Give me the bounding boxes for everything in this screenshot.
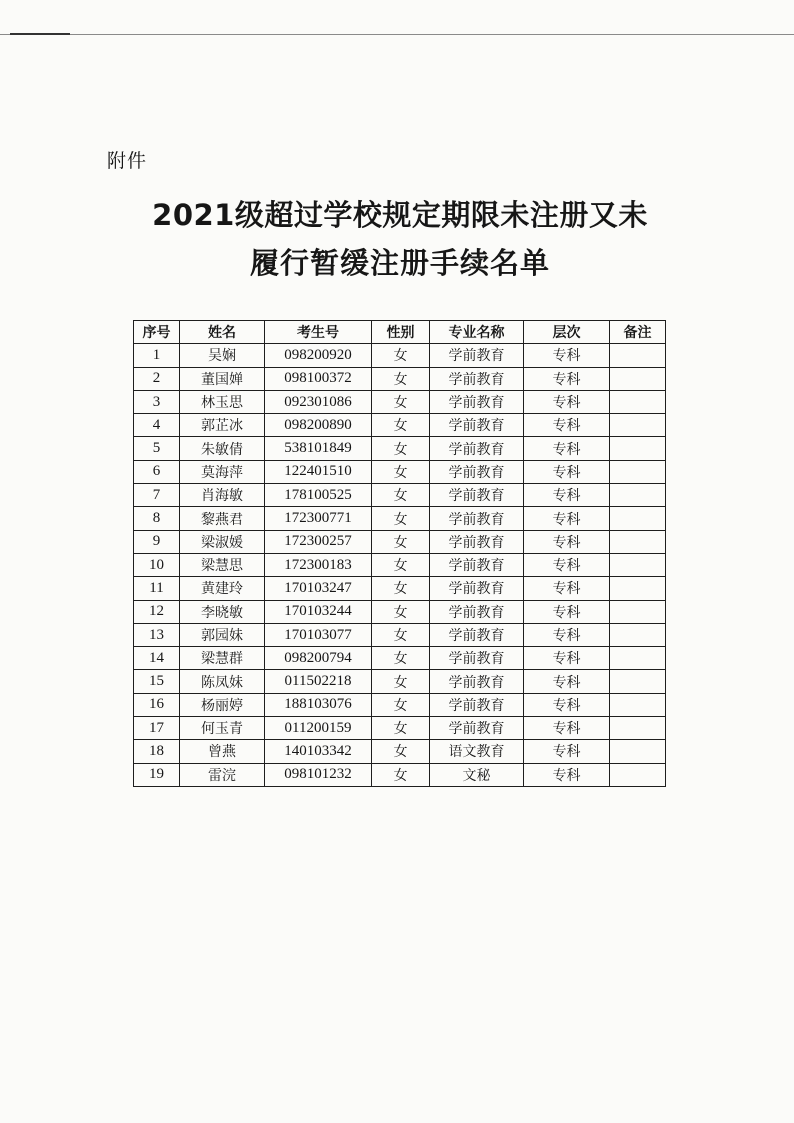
cell-remarks	[610, 507, 666, 530]
cell-level: 专科	[524, 647, 610, 670]
cell-major: 学前教育	[430, 437, 524, 460]
table-row	[134, 647, 666, 670]
cell-remarks	[610, 414, 666, 437]
header-name: 姓名	[180, 321, 265, 344]
cell-remarks	[610, 600, 666, 623]
cell-gender: 女	[372, 507, 430, 530]
cell-major: 学前教育	[430, 530, 524, 553]
cell-level: 专科	[524, 577, 610, 600]
cell-name: 朱敏倩	[180, 437, 265, 460]
table-body	[134, 344, 666, 787]
cell-level: 专科	[524, 693, 610, 716]
cell-major: 学前教育	[430, 647, 524, 670]
cell-index: 17	[134, 717, 180, 740]
cell-remarks	[610, 344, 666, 367]
cell-index: 5	[134, 437, 180, 460]
cell-level: 专科	[524, 530, 610, 553]
cell-name: 梁慧思	[180, 553, 265, 576]
cell-remarks	[610, 623, 666, 646]
cell-index: 7	[134, 484, 180, 507]
table-row	[134, 460, 666, 483]
cell-level: 专科	[524, 414, 610, 437]
cell-gender: 女	[372, 414, 430, 437]
cell-exam-number: 098200794	[265, 647, 372, 670]
cell-gender: 女	[372, 553, 430, 576]
cell-major: 学前教育	[430, 344, 524, 367]
cell-exam-number: 170103244	[265, 600, 372, 623]
cell-exam-number: 178100525	[265, 484, 372, 507]
attachment-label: 附件	[107, 150, 148, 172]
cell-gender: 女	[372, 344, 430, 367]
table-row	[134, 600, 666, 623]
cell-exam-number: 538101849	[265, 437, 372, 460]
cell-name: 肖海敏	[180, 484, 265, 507]
cell-gender: 女	[372, 437, 430, 460]
cell-exam-number: 172300183	[265, 553, 372, 576]
cell-major: 学前教育	[430, 577, 524, 600]
header-exam-number: 考生号	[265, 321, 372, 344]
cell-level: 专科	[524, 437, 610, 460]
cell-name: 林玉思	[180, 390, 265, 413]
cell-exam-number: 092301086	[265, 390, 372, 413]
cell-major: 文秘	[430, 763, 524, 786]
cell-major: 语文教育	[430, 740, 524, 763]
cell-gender: 女	[372, 600, 430, 623]
cell-major: 学前教育	[430, 670, 524, 693]
cell-remarks	[610, 670, 666, 693]
cell-remarks	[610, 763, 666, 786]
table-row	[134, 623, 666, 646]
cell-name: 黄建玲	[180, 577, 265, 600]
cell-index: 2	[134, 367, 180, 390]
cell-level: 专科	[524, 390, 610, 413]
cell-name: 梁淑媛	[180, 530, 265, 553]
table-header-row	[134, 321, 666, 344]
cell-exam-number: 098200890	[265, 414, 372, 437]
cell-exam-number: 170103077	[265, 623, 372, 646]
cell-gender: 女	[372, 623, 430, 646]
cell-gender: 女	[372, 717, 430, 740]
cell-gender: 女	[372, 740, 430, 763]
cell-exam-number: 098200920	[265, 344, 372, 367]
cell-major: 学前教育	[430, 600, 524, 623]
cell-index: 9	[134, 530, 180, 553]
table-row	[134, 344, 666, 367]
cell-exam-number: 140103342	[265, 740, 372, 763]
cell-exam-number: 188103076	[265, 693, 372, 716]
table-row	[134, 553, 666, 576]
table-row	[134, 693, 666, 716]
cell-index: 13	[134, 623, 180, 646]
cell-remarks	[610, 717, 666, 740]
header-remarks: 备注	[610, 321, 666, 344]
cell-major: 学前教育	[430, 693, 524, 716]
cell-index: 15	[134, 670, 180, 693]
cell-exam-number: 098100372	[265, 367, 372, 390]
cell-remarks	[610, 367, 666, 390]
table-row	[134, 530, 666, 553]
cell-index: 3	[134, 390, 180, 413]
cell-name: 董国婵	[180, 367, 265, 390]
cell-index: 19	[134, 763, 180, 786]
cell-major: 学前教育	[430, 460, 524, 483]
cell-exam-number: 172300257	[265, 530, 372, 553]
table-row	[134, 414, 666, 437]
cell-level: 专科	[524, 553, 610, 576]
cell-gender: 女	[372, 484, 430, 507]
cell-index: 6	[134, 460, 180, 483]
cell-gender: 女	[372, 390, 430, 413]
table-row	[134, 367, 666, 390]
cell-index: 1	[134, 344, 180, 367]
cell-remarks	[610, 647, 666, 670]
cell-remarks	[610, 530, 666, 553]
cell-name: 黎燕君	[180, 507, 265, 530]
table-row	[134, 740, 666, 763]
cell-name: 雷浣	[180, 763, 265, 786]
cell-gender: 女	[372, 460, 430, 483]
cell-level: 专科	[524, 670, 610, 693]
cell-index: 11	[134, 577, 180, 600]
scan-top-border	[0, 34, 794, 35]
header-level: 层次	[524, 321, 610, 344]
cell-name: 陈凤妹	[180, 670, 265, 693]
cell-major: 学前教育	[430, 390, 524, 413]
table-row	[134, 437, 666, 460]
cell-major: 学前教育	[430, 717, 524, 740]
cell-index: 16	[134, 693, 180, 716]
cell-name: 杨丽婷	[180, 693, 265, 716]
cell-index: 14	[134, 647, 180, 670]
cell-level: 专科	[524, 717, 610, 740]
table-row	[134, 390, 666, 413]
cell-level: 专科	[524, 344, 610, 367]
cell-remarks	[610, 437, 666, 460]
cell-gender: 女	[372, 367, 430, 390]
cell-remarks	[610, 740, 666, 763]
table-row	[134, 670, 666, 693]
document-title-line-2: 履行暂缓注册手续名单	[249, 246, 550, 280]
document-title-line-1: 2021级超过学校规定期限未注册又未	[152, 198, 648, 232]
cell-exam-number: 170103247	[265, 577, 372, 600]
cell-level: 专科	[524, 460, 610, 483]
cell-major: 学前教育	[430, 367, 524, 390]
cell-name: 李晓敏	[180, 600, 265, 623]
cell-gender: 女	[372, 693, 430, 716]
cell-index: 8	[134, 507, 180, 530]
cell-exam-number: 122401510	[265, 460, 372, 483]
cell-exam-number: 011200159	[265, 717, 372, 740]
cell-remarks	[610, 460, 666, 483]
cell-major: 学前教育	[430, 507, 524, 530]
table-row	[134, 717, 666, 740]
table-row	[134, 484, 666, 507]
cell-name: 吴娴	[180, 344, 265, 367]
cell-level: 专科	[524, 507, 610, 530]
cell-level: 专科	[524, 484, 610, 507]
cell-level: 专科	[524, 600, 610, 623]
cell-name: 莫海萍	[180, 460, 265, 483]
cell-exam-number: 098101232	[265, 763, 372, 786]
cell-index: 4	[134, 414, 180, 437]
cell-gender: 女	[372, 763, 430, 786]
header-index: 序号	[134, 321, 180, 344]
cell-index: 18	[134, 740, 180, 763]
cell-name: 郭园妹	[180, 623, 265, 646]
cell-gender: 女	[372, 577, 430, 600]
cell-major: 学前教育	[430, 553, 524, 576]
cell-gender: 女	[372, 647, 430, 670]
cell-level: 专科	[524, 367, 610, 390]
cell-remarks	[610, 693, 666, 716]
cell-exam-number: 011502218	[265, 670, 372, 693]
cell-exam-number: 172300771	[265, 507, 372, 530]
cell-name: 曾燕	[180, 740, 265, 763]
cell-gender: 女	[372, 670, 430, 693]
cell-remarks	[610, 577, 666, 600]
cell-level: 专科	[524, 740, 610, 763]
cell-level: 专科	[524, 763, 610, 786]
scan-top-mark	[10, 33, 70, 35]
cell-remarks	[610, 484, 666, 507]
cell-remarks	[610, 390, 666, 413]
cell-gender: 女	[372, 530, 430, 553]
header-gender: 性别	[372, 321, 430, 344]
cell-name: 郭芷冰	[180, 414, 265, 437]
table-row	[134, 507, 666, 530]
cell-major: 学前教育	[430, 414, 524, 437]
cell-level: 专科	[524, 623, 610, 646]
cell-remarks	[610, 553, 666, 576]
student-roster-table	[133, 320, 666, 787]
table-row	[134, 577, 666, 600]
cell-name: 何玉青	[180, 717, 265, 740]
cell-name: 梁慧群	[180, 647, 265, 670]
table-row	[134, 763, 666, 786]
cell-major: 学前教育	[430, 623, 524, 646]
cell-major: 学前教育	[430, 484, 524, 507]
cell-index: 12	[134, 600, 180, 623]
header-major: 专业名称	[430, 321, 524, 344]
cell-index: 10	[134, 553, 180, 576]
